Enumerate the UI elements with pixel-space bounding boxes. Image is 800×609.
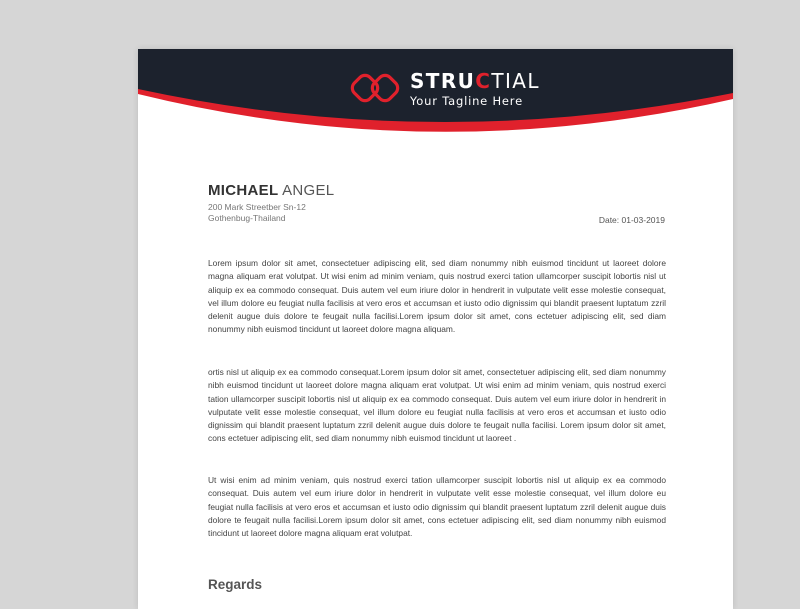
letter-date: Date: 01-03-2019	[598, 215, 665, 225]
brand-logo-icon	[346, 69, 404, 107]
closing-regards: Regards	[208, 577, 263, 592]
sender-first-name: MICHAEL	[208, 182, 279, 199]
sender-address-line2: Gothenbug-Thailand	[208, 213, 286, 223]
brand-name-part3: TIAL	[491, 69, 540, 93]
sender-last-name: ANGEL	[282, 182, 335, 199]
brand-name-part1: STRU	[410, 69, 476, 93]
brand-block	[410, 69, 540, 108]
brand-name-part2: C	[475, 69, 492, 93]
sender-address-line1: 200 Mark Streetber Sn-12	[208, 202, 306, 212]
body-paragraph-1-wrap	[208, 257, 666, 337]
sender-name	[208, 182, 334, 199]
brand-name	[410, 69, 540, 93]
body-paragraph: ortis nisl ut aliquip ex ea commodo consequat.Lorem ipsum dolor sit amet, consectetuer adipiscing elit, sed diam nonummy nibh euismod tincidunt ut laoreet dolore magna aliquam erat volutpat. Ut wisi enim ad minim veniam, quis nostrud exerci tation ullamcorper suscipit lobortis nisl ut aliquip ex ea commodo consequat. Duis autem vel eum iriure dolor in hendrerit in vulputate velit esse molestie consequat, vel illum dolore eu feugiat nulla facilisis at vero eros et accumsan et iusto odio dignissim qui blandit praesent luptatum zzril delenit augue duis dolore te feugait nulla facilisi. Lorem ipsum dolor sit amet, cons ectetuer adipiscing elit, sed diam nonummy nibh euismod tincidunt ut laoreet .	[208, 367, 666, 444]
body-paragraph: Ut wisi enim ad minim veniam, quis nostrud exerci tation ullamcorper suscipit lobortis nisl ut aliquip ex ea commodo consequat. Duis autem vel eum iriure dolor in hendrerit in vulputate velit esse molestie consequat, vel illum dolore eu feugiat nulla facilisis at vero eros et accumsan et iusto odio dignissim qui blandit praesent luptatum zzril delenit augue duis dolore te feugait nulla facilisi.Lorem ipsum dolor sit amet, cons ectetuer adipiscing elit, sed diam nonummy nibh euismod tincidunt ut laoreet dolore magna aliquam erat volutpat.	[208, 475, 666, 539]
letterhead-page	[138, 49, 733, 609]
brand-tagline: Your Tagline Here	[410, 94, 523, 108]
body-paragraph-3-wrap	[208, 474, 666, 540]
sender-block	[208, 182, 334, 224]
body-paragraph-2-wrap	[208, 366, 666, 446]
body-paragraph: Lorem ipsum dolor sit amet, consectetuer adipiscing elit, sed diam nonummy nibh euismod tincidunt ut laoreet dolore magna aliquam erat volutpat. Ut wisi enim ad minim veniam, quis nostrud exerci tation ullamcorper suscipit lobortis nisl ut aliquip ex ea commodo consequat. Duis autem vel eum iriure dolor in hendrerit in vulputate velit esse molestie consequat, vel illum dolore eu feugiat nulla facilisis at vero eros et accumsan et iusto odio dignissim qui blandit praesent luptatum zzril delenit augue duis dolore te feugait nulla facilisi.Lorem ipsum dolor sit amet, cons ectetuer adipiscing elit, sed diam nonummy nibh euismod tincidunt ut laoreet dolore magna aliquam.	[208, 258, 666, 335]
